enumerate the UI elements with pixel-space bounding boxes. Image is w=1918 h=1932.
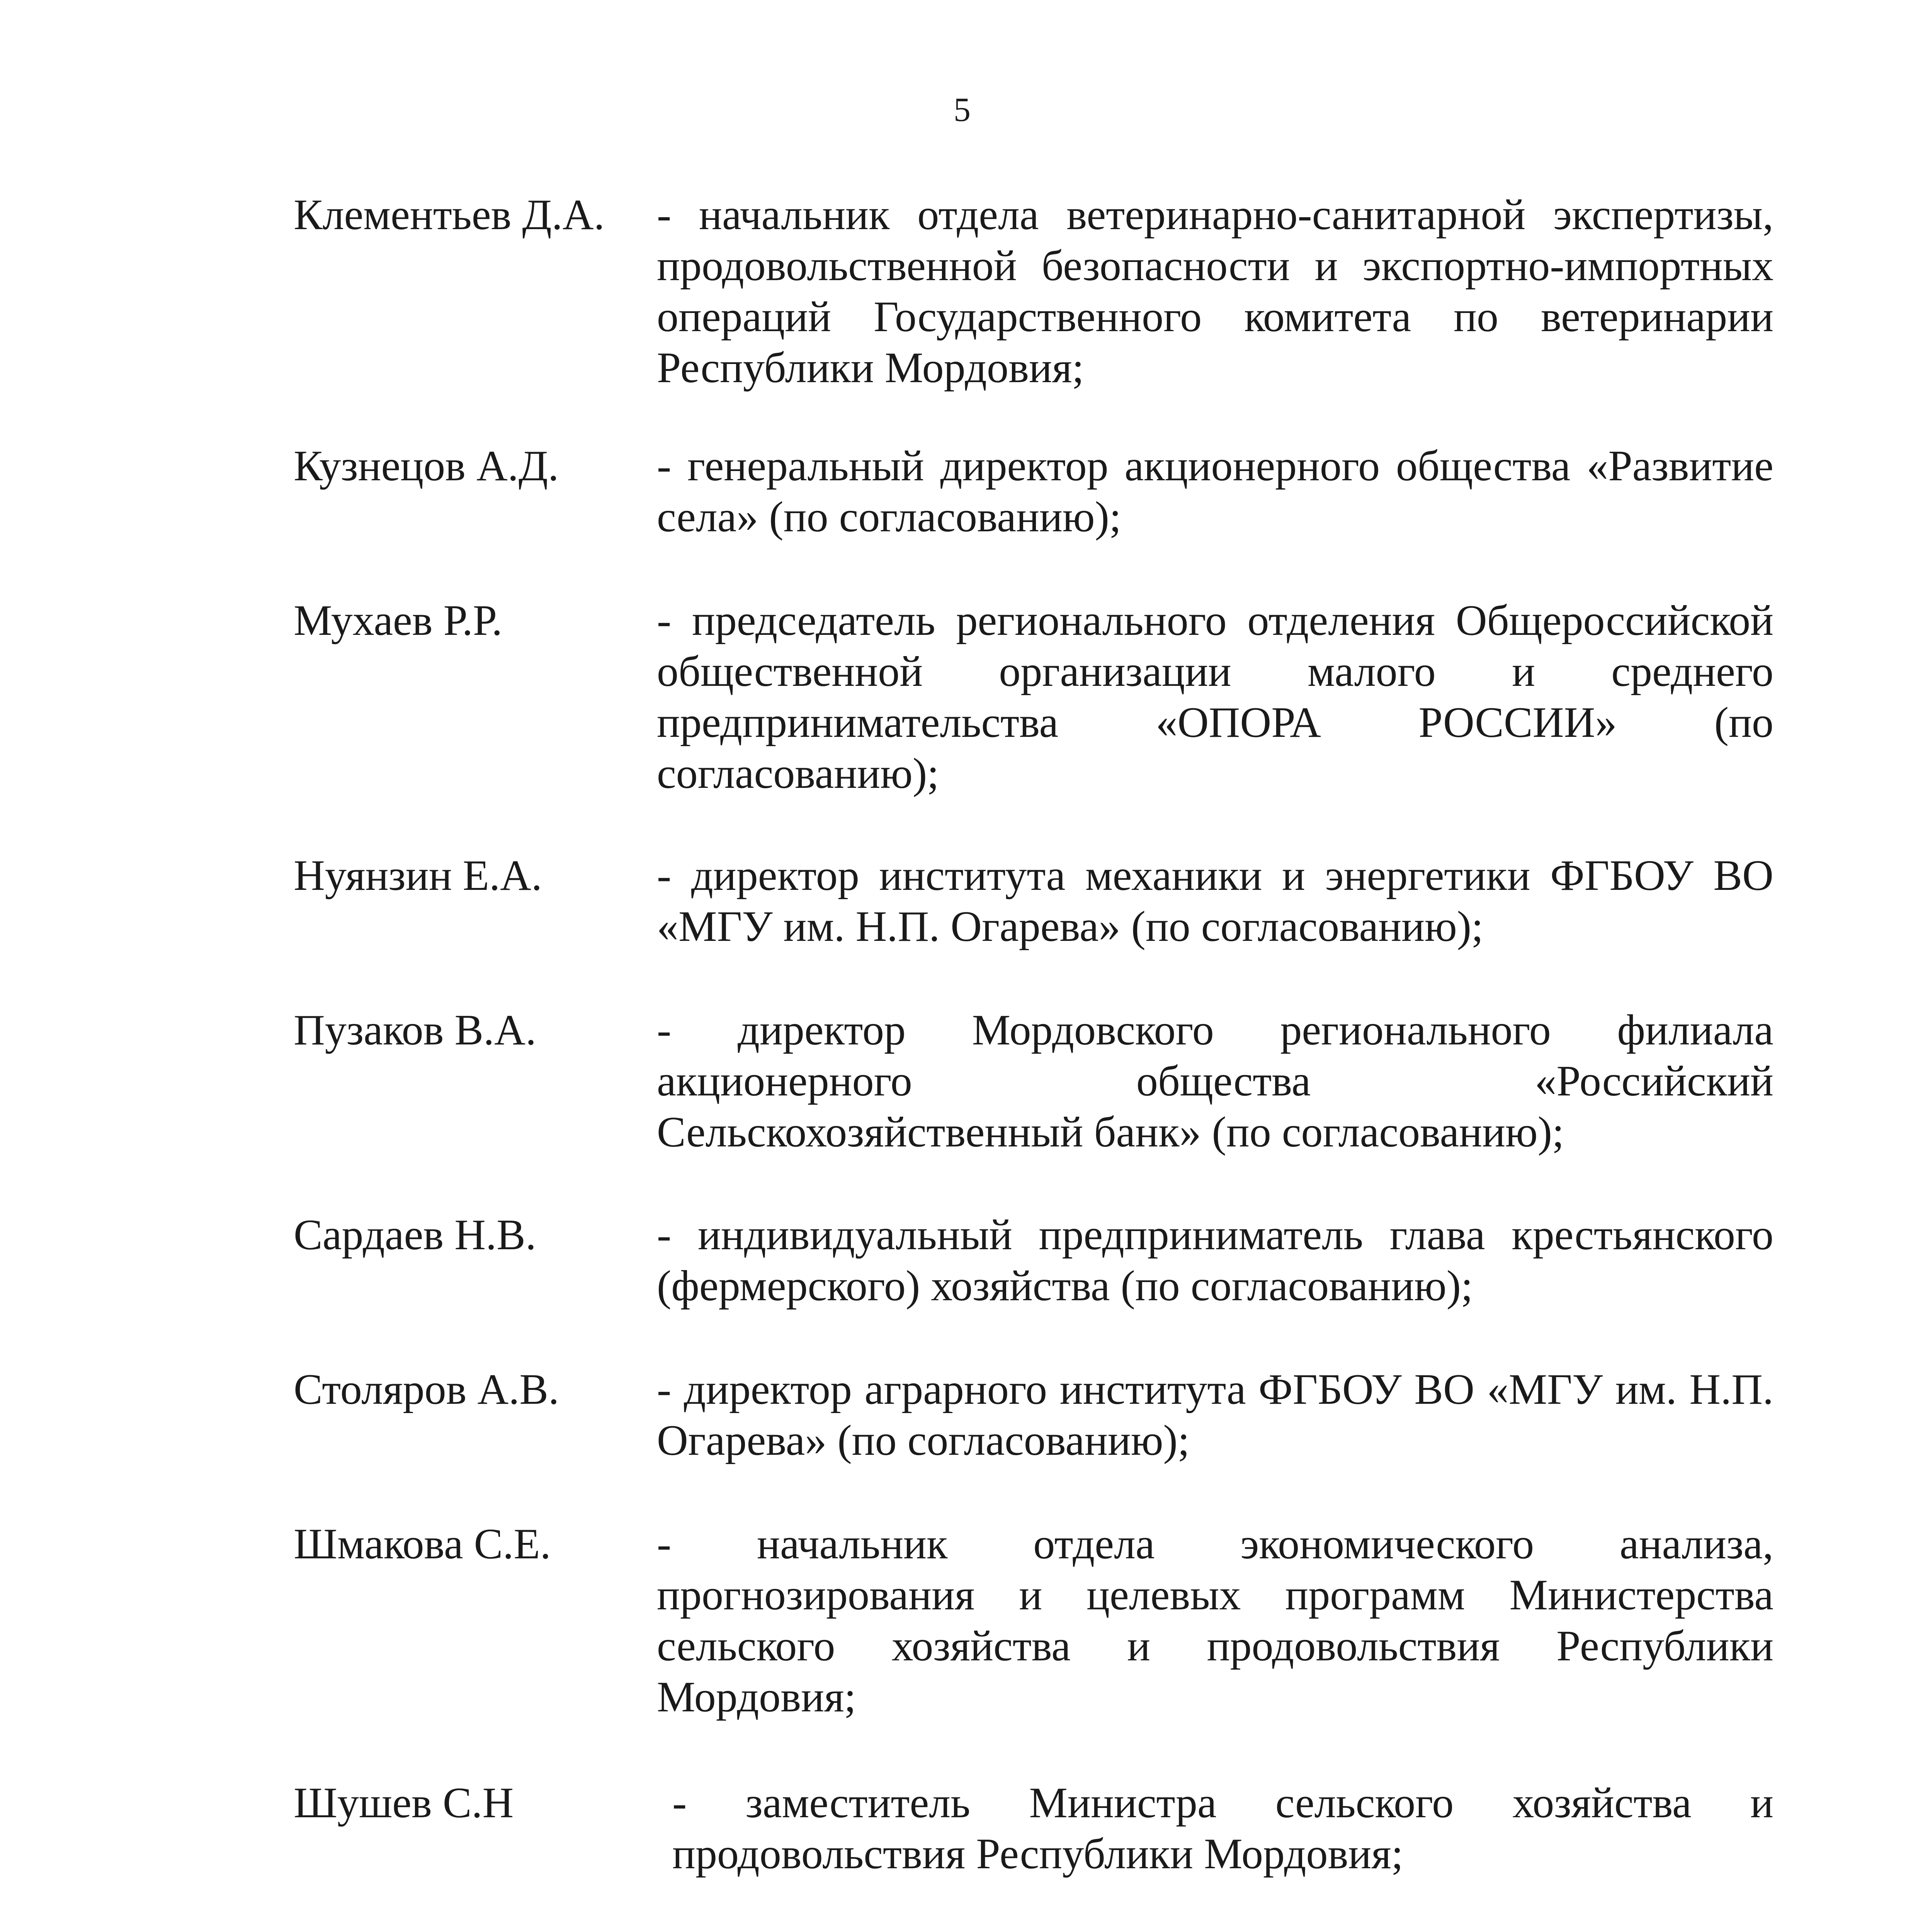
member-name: Нуянзин Е.А. [294,852,542,900]
member-role: - директор Мордовского регионального филиала акционерного общества «Российский Сельскохозяйственный банк» (по согласованию); [657,1006,1773,1156]
member-name: Клементьев Д.А. [294,191,605,239]
member-role: - начальник отдела экономического анализа, прогнозирования и целевых программ Министерства сельского хозяйства и продовольствия Республики Мордовия; [657,1520,1773,1721]
member-role: - директор аграрного института ФГБОУ ВО «МГУ им. Н.П. Огарева» (по согласованию); [657,1366,1773,1464]
member-role: - индивидуальный предприниматель глава крестьянского (фермерского) хозяйства (по согласованию); [657,1211,1773,1310]
page-number: 5 [954,91,971,129]
member-name: Пузаков В.А. [294,1006,537,1054]
member-role: - директор института механики и энергетики ФГБОУ ВО «МГУ им. Н.П. Огарева» (по согласованию); [657,852,1773,951]
member-name: Сардаев Н.В. [294,1211,536,1259]
member-name: Мухаев Р.Р. [294,597,503,645]
member-role: - начальник отдела ветеринарно-санитарной экспертизы, продовольственной безопасности и экспортно-импортных операций Государственного комитета по ветеринарии Республики Мордовия; [657,191,1773,392]
member-name: Шмакова С.Е. [294,1520,551,1568]
member-role: - заместитель Министра сельского хозяйства и продовольствия Республики Мордовия; [672,1779,1773,1878]
member-name: Столяров А.В. [294,1366,559,1413]
member-role: - председатель регионального отделения Общероссийской общественной организации малого и среднего предпринимательства «ОПОРА РОССИИ» (по согласованию); [657,597,1773,798]
member-name: Шушев С.Н [294,1779,514,1827]
member-name: Кузнецов А.Д. [294,442,559,490]
member-role: - генеральный директор акционерного общества «Развитие села» (по согласованию); [657,442,1773,541]
